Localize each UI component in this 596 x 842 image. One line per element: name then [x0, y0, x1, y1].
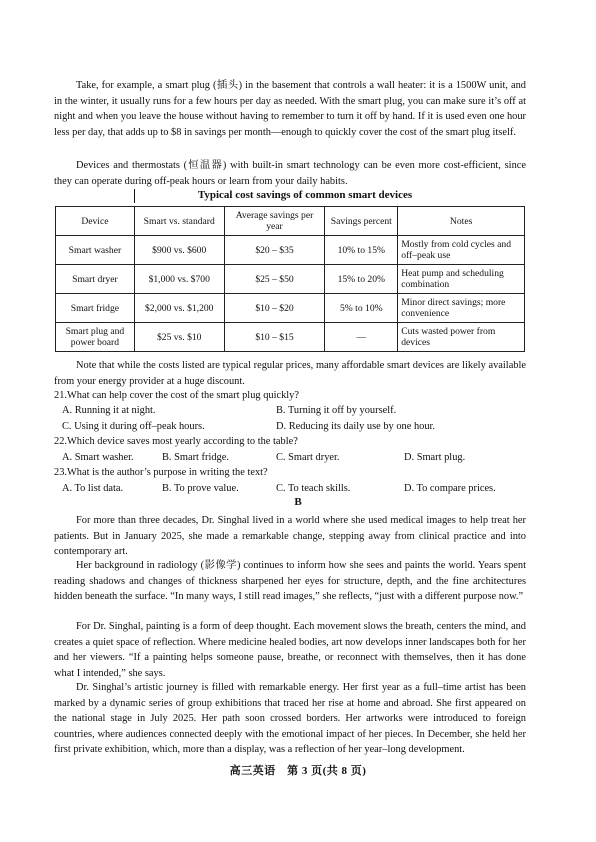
- table-cell: Heat pump and scheduling combination: [398, 265, 525, 294]
- table-note: Note that while the costs listed are typical regular prices, many affordable smart devices are likely available from your energy provider at a huge discount.: [54, 360, 526, 387]
- passage-paragraph: For Dr. Singhal, painting is a form of deep thought. Each movement slows the breath, centers the mind, and creates a quiet space of reflection. Where medicine healed bodies, art now develops inner landscapes both for her and her viewers. “If a painting helps someone pause, breathe, or reconnect with themselves, then it has done what I intended,” she says.: [54, 621, 526, 679]
- answer-option[interactable]: D. Smart plug.: [404, 452, 466, 463]
- passage-paragraph: Her background in radiology (影像学) continues to inform how she sees and paints the world. Years spent reading shadows and changes of thickness sharpened her eyes for structure, depth, and the fine architectures hidden beneath the surface. “In many ways, I still read images,” she reflects, “just with a different purpose now.”: [54, 560, 526, 603]
- answer-option[interactable]: C. To teach skills.: [276, 483, 351, 494]
- table-cell: $25 – $50: [224, 265, 325, 294]
- table-cell: $900 vs. $600: [134, 236, 224, 265]
- table-row: [56, 294, 525, 323]
- table-cell: Cuts wasted power from devices: [398, 323, 525, 352]
- table-row: [56, 265, 525, 294]
- answer-option[interactable]: D. To compare prices.: [404, 483, 496, 494]
- table-cell: Smart dryer: [56, 265, 135, 294]
- table-header-cell: Notes: [398, 207, 525, 236]
- passage-paragraph: Dr. Singhal’s artistic journey is filled with remarkable energy. Her first year as a full–time artist has been marked by a dynamic series of group exhibitions that traced her rise at home and abroad. She first appeared on the national stage in July 2025. Her path soon crossed borders. Her artworks were introduced to foreign countries, where audiences connected deeply with the emotional impact of her pieces. In December, she held her first private exhibition, which, more than a display, was a reflection of her year–long development.: [54, 682, 526, 756]
- table-cell: 10% to 15%: [325, 236, 398, 265]
- passage-paragraph: Take, for example, a smart plug (插头) in the basement that controls a wall heater: it is a 1500W unit, and in the winter, it usually runs for a few hours per day as needed. With the smart plug, you can make sure it’s off at night and when you leave the house without having to remember to turn it off by hand. If it is used even one hour less per day, that adds up to $8 in savings per month—enough to quickly cover the cost of the smart plug itself.: [54, 80, 526, 138]
- answer-option[interactable]: C. Smart dryer.: [276, 452, 340, 463]
- table-cell: —: [325, 323, 398, 352]
- table-cell: 5% to 10%: [325, 294, 398, 323]
- table-cell: Mostly from cold cycles and off–peak use: [398, 236, 525, 265]
- table-cell: $10 – $15: [224, 323, 325, 352]
- table-row: [56, 236, 525, 265]
- answer-option[interactable]: D. Reducing its daily use by one hour.: [276, 421, 436, 432]
- table-cell: $1,000 vs. $700: [134, 265, 224, 294]
- answer-option[interactable]: B. Smart fridge.: [162, 452, 229, 463]
- question-stem: 22.Which device saves most yearly according to the table?: [54, 436, 298, 447]
- table-cell: $20 – $35: [224, 236, 325, 265]
- table-cell: Smart fridge: [56, 294, 135, 323]
- table-cell: $10 – $20: [224, 294, 325, 323]
- answer-option[interactable]: A. Running it at night.: [62, 405, 156, 416]
- table-cell: Smart plug and power board: [56, 323, 135, 352]
- table-cell: 15% to 20%: [325, 265, 398, 294]
- table-header-row: [56, 207, 525, 236]
- table-header-cell: Device: [56, 207, 135, 236]
- answer-option[interactable]: A. To list data.: [62, 483, 124, 494]
- table-cell: $25 vs. $10: [134, 323, 224, 352]
- table-title-marker: [134, 189, 135, 203]
- page-footer: 高三英语 第 3 页(共 8 页): [229, 765, 367, 777]
- answer-option[interactable]: C. Using it during off–peak hours.: [62, 421, 205, 432]
- savings-table: [55, 206, 525, 352]
- answer-option[interactable]: A. Smart washer.: [62, 452, 134, 463]
- table-header-cell: Savings percent: [325, 207, 398, 236]
- section-label: B: [294, 496, 302, 508]
- table-cell: $2,000 vs. $1,200: [134, 294, 224, 323]
- passage-paragraph: For more than three decades, Dr. Singhal lived in a world where she used medical images to help treat her patients. But in January 2025, she made a remarkable change, stepping away from clinical practice and into contemporary art.: [54, 515, 526, 558]
- table-header-cell: Smart vs. standard: [134, 207, 224, 236]
- question-stem: 23.What is the author’s purpose in writing the text?: [54, 467, 268, 478]
- table-cell: Smart washer: [56, 236, 135, 265]
- table-row: [56, 323, 525, 352]
- answer-option[interactable]: B. To prove value.: [162, 483, 239, 494]
- answer-option[interactable]: B. Turning it off by yourself.: [276, 405, 397, 416]
- passage-paragraph: Devices and thermostats (恒温器) with built-in smart technology can be even more cost-efficient, since they can operate during off-peak hours or learn from your daily habits.: [54, 160, 526, 187]
- table-header-cell: Average savings per year: [224, 207, 325, 236]
- table-cell: Minor direct savings; more convenience: [398, 294, 525, 323]
- table-title: Typical cost savings of common smart devices: [197, 189, 413, 201]
- question-stem: 21.What can help cover the cost of the smart plug quickly?: [54, 390, 299, 401]
